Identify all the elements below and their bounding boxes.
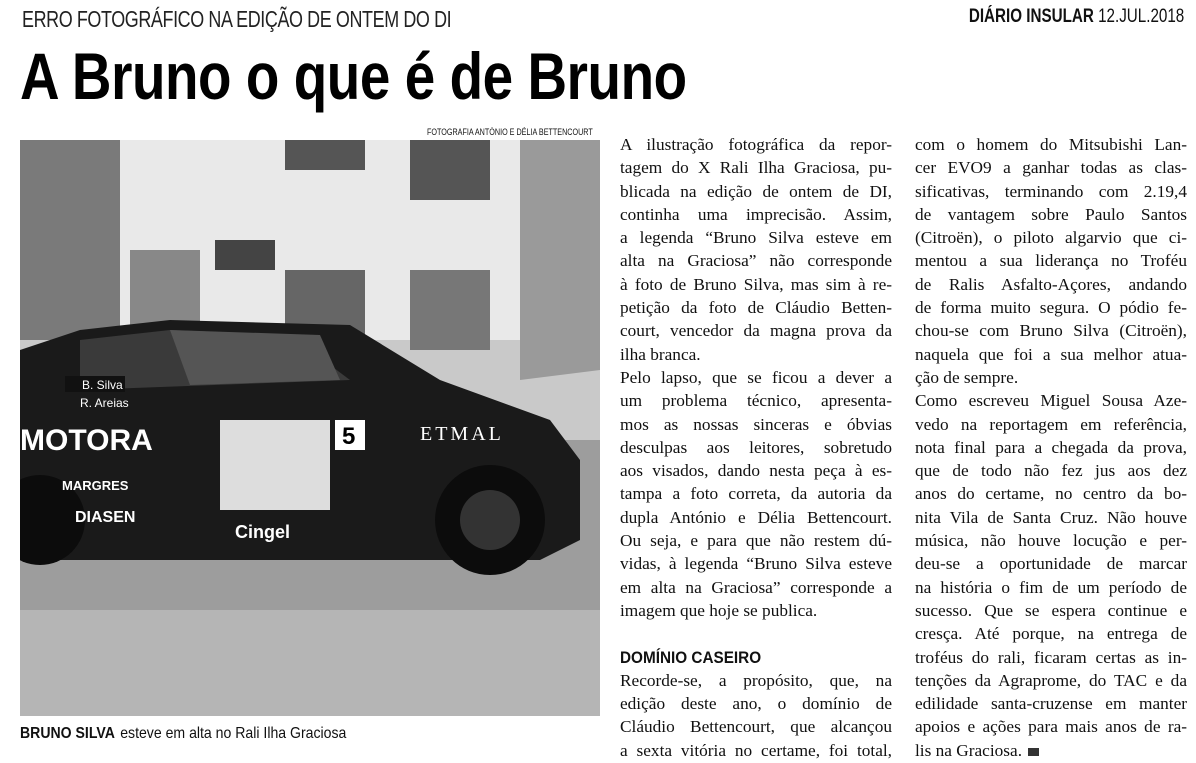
text-line: vedo na reportagem em referência, (915, 414, 1187, 434)
text-line: continha uma imprecisão. Assim, (620, 204, 892, 224)
sponsor-label: MARGRES (62, 478, 129, 493)
text-line: nota final para a chegada da prova, (915, 437, 1187, 457)
headline: A Bruno o que é de Bruno (20, 39, 687, 113)
text-line: troféus do rali, ficaram certas as in- (915, 647, 1187, 667)
photo-caption (20, 725, 346, 743)
car-number: 5 (342, 423, 356, 450)
text-line: ilha branca. (620, 344, 701, 364)
text-line: edilidade santa-cruzense em manter (915, 694, 1187, 714)
text-line: tagem do X Rali Ilha Graciosa, pu- (620, 158, 892, 178)
text-line: imagem que hoje se publica. (620, 600, 818, 620)
issue-date: 12.JUL.2018 (1097, 6, 1184, 27)
text-line: Como escreveu Miguel Sousa Aze- (915, 391, 1187, 411)
sponsor-label: MOTORA (20, 424, 153, 457)
text-line: aos visados, dando nesta peça à es- (620, 461, 892, 481)
text-line: tenções da Agraprome, do TAC e da (915, 670, 1187, 690)
subheading: DOMÍNIO CASEIRO (620, 647, 762, 667)
text-line: edição deste ano, o domínio de (620, 694, 892, 714)
text-line: à foto de Bruno Silva, mas sim à re- (620, 274, 892, 294)
text-line: com o homem do Mitsubishi Lan- (915, 135, 1187, 154)
text-line: na história o fim de um período de (915, 577, 1187, 597)
text-line: mentou a sua liderança no Troféu (915, 251, 1187, 271)
text-line: chou-se com Bruno Silva (Citroën), (915, 321, 1187, 341)
text-line: vidas, à legenda “Bruno Silva esteve (620, 554, 892, 574)
text-line: que de todo não fez jus aos dez (915, 461, 1187, 481)
text-line: A ilustração fotográfica da repor- (620, 135, 892, 154)
text-line: de forma muito segura. O pódio fe- (915, 298, 1187, 318)
sponsor-label: Cingel (235, 522, 291, 542)
rally-car-photo (20, 140, 600, 716)
codriver-name-label: R. Areias (80, 396, 129, 410)
text-line: dupla António e Délia Bettencourt. (620, 507, 892, 527)
article-column-2 (915, 133, 1187, 762)
masthead (969, 6, 1184, 28)
photo-credit: FOTOGRAFIA ANTÓNIO E DÉLIA BETTENCOURT (427, 127, 593, 137)
text-line: alta na Graciosa” não corresponde (620, 251, 892, 271)
text-line: lis na Graciosa. (915, 740, 1023, 760)
paragraph (915, 133, 1187, 389)
text-line: apoios e ações para mais anos de ra- (915, 717, 1187, 737)
text-line: ção de sempre. (915, 367, 1019, 387)
text-line: em alta na Graciosa” corresponde a (620, 577, 892, 597)
text-line: um problema técnico, apresenta- (620, 391, 892, 411)
caption-text: esteve em alta no Rali Ilha Graciosa (120, 725, 347, 742)
text-line: naquela que foi a sua melhor atua- (915, 344, 1187, 364)
text-line: a legenda “Bruno Silva esteve em (620, 228, 892, 248)
text-line: mos as nossas sinceras e óbvias (620, 414, 892, 434)
text-line: blicada na edição de ontem de DI, (620, 181, 892, 201)
text-line: Recorde-se, a propósito, que, na (620, 670, 892, 690)
kicker: ERRO FOTOGRÁFICO NA EDIÇÃO DE ONTEM DO DI (22, 6, 452, 32)
text-line: cresça. Até porque, na entrega de (915, 624, 1187, 644)
text-line: petição da foto de Cláudio Betten- (620, 298, 892, 318)
text-line: nita Vila de Santa Cruz. Não houve (915, 507, 1187, 527)
text-line: court, vencedor da magna prova da (620, 321, 892, 341)
article-column-1 (620, 133, 892, 762)
text-line: sificativas, terminando com 2.19,4 (915, 181, 1187, 201)
text-line: cer EVO9 a ganhar todas as clas- (915, 158, 1187, 178)
text-line: (Citroën), o piloto algarvio que ci- (915, 228, 1187, 248)
text-line: de Ralis Asfalto-Açores, andando (915, 274, 1187, 294)
text-line: de vantagem sobre Paulo Santos (915, 204, 1187, 224)
text-line: música, não houve locução e per- (915, 531, 1187, 551)
paragraph (915, 389, 1187, 762)
text-line: desculpas aos leitores, sobretudo (620, 437, 892, 457)
end-of-article-icon (1028, 748, 1039, 756)
text-line: Cláudio Bettencourt, que alcançou (620, 717, 892, 737)
text-line: sucesso. Que se espera continue e (915, 600, 1187, 620)
caption-name: BRUNO SILVA (20, 725, 115, 742)
text-line: deu-se a oportunidade de marcar (915, 554, 1187, 574)
paragraph (620, 133, 892, 366)
text-line: Ou seja, e para que não restem dú- (620, 531, 892, 551)
text-line: tampa a foto correta, da autoria da (620, 484, 892, 504)
driver-name-label: B. Silva (82, 378, 123, 392)
sponsor-label: ETMAL (420, 423, 504, 445)
sponsor-label: DIASEN (75, 509, 136, 526)
paragraph (620, 669, 892, 762)
newspaper-name: DIÁRIO INSULAR (968, 6, 1094, 27)
text-line: a sexta vitória no certame, foi total, (620, 740, 892, 760)
paragraph (620, 366, 892, 622)
text-line: anos do certame, no centro da bo- (915, 484, 1187, 504)
text-line: Pelo lapso, que se ficou a dever a (620, 367, 892, 387)
